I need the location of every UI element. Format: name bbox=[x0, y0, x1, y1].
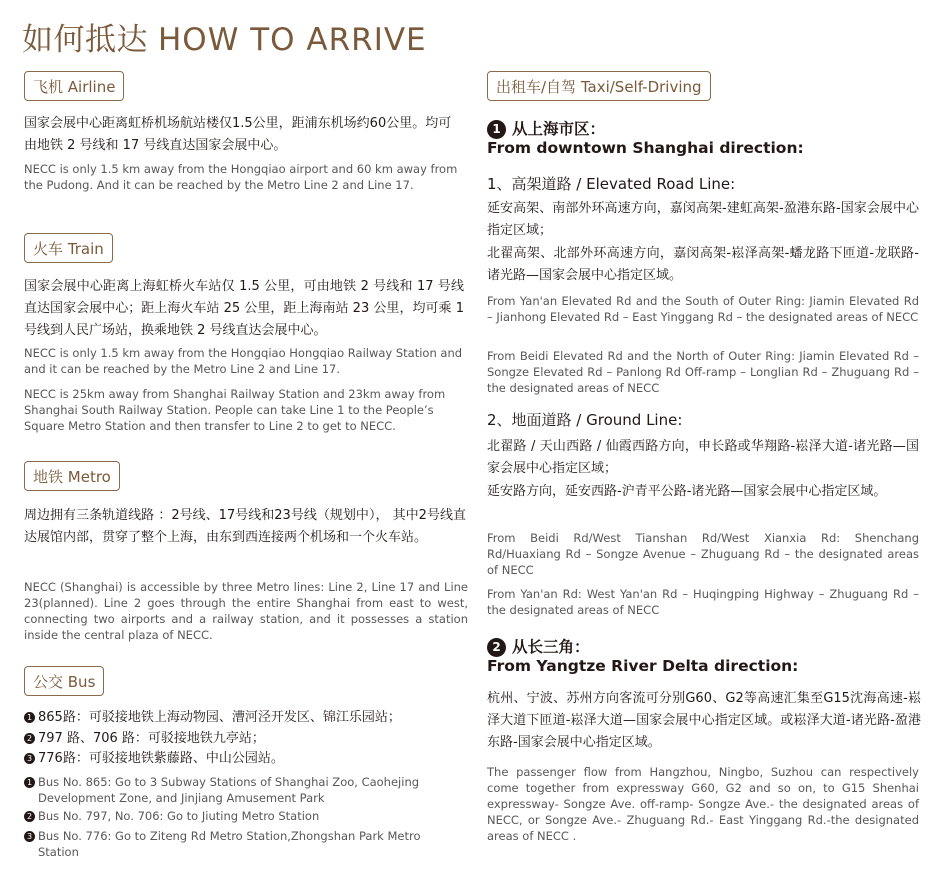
section-tag-metro: 地铁 Metro bbox=[24, 461, 120, 491]
number-2-icon: 2 bbox=[24, 811, 35, 822]
bus-route-zh-3: 3 776路：可驳接地铁紫藤路、中山公园站。 bbox=[24, 749, 284, 769]
number-2-icon: 2 bbox=[487, 638, 506, 657]
bus-route-en-3: 3 Bus No. 776: Go to Ziteng Rd Metro Station,Zhongshan Park Metro Station bbox=[24, 828, 464, 860]
ground-text-zh-1: 北翟路 / 天山西路 / 仙霞西路方向，申长路或华翔路-崧泽大道-诸光路—国家会展中心指定区域； bbox=[487, 439, 919, 476]
downtown-heading-en: From downtown Shanghai direction: bbox=[487, 139, 804, 157]
section-tag-train: 火车 Train bbox=[24, 233, 113, 263]
metro-text-zh: 周边拥有三条轨道线路 ：2号线、17号线和23号线（规划中）， 其中2号线直达展馆内部，贯穿了整个上海，由东到西连接两个机场和一个火车站。 bbox=[24, 508, 466, 545]
bus-route-zh-2: 2 797 路、706 路：可驳接地铁九亭站； bbox=[24, 729, 265, 749]
elevated-text-en-2: From Beidi Elevated Rd and the North of Outer Ring: Jiamin Elevated Rd – Songze Elevated Rd – Panlong Rd Off-ramp – Longlian Rd – Zhuguang Rd – the designated areas of NECC bbox=[487, 349, 919, 395]
elevated-text-zh-2: 北翟高架、北部外环高速方向，嘉闵高架-崧泽高架-蟠龙路下匝道-龙联路-诸光路—国家会展中心指定区域。 bbox=[487, 246, 919, 283]
ground-text-zh-2: 延安路方向，延安西路-沪青平公路-诸光路—国家会展中心指定区域。 bbox=[487, 484, 887, 499]
number-1-icon: 1 bbox=[24, 712, 35, 723]
number-3-icon: 3 bbox=[24, 831, 35, 842]
airline-text-en: NECC is only 1.5 km away from the Hongqiao airport and 60 km away from the Pudong. And it can be reached by the Metro Line 2 and Line 17. bbox=[24, 162, 458, 192]
downtown-heading-zh: 1 从上海市区： bbox=[487, 117, 605, 139]
metro-text-en: NECC (Shanghai) is accessible by three Metro lines: Line 2, Line 17 and Line 23(planned). Line 2 goes through the entire Shanghai from east to west, connecting two airports and a railway station, and it possesses a station inside the central plaza of NECC. bbox=[24, 580, 468, 642]
page-title-zh: 如何抵达 bbox=[22, 22, 148, 58]
train-text-zh: 国家会展中心距离上海虹桥火车站仅 1.5 公里，可由地铁 2 号线和 17 号线直达国家会展中心；距上海火车站 25 公里，距上海南站 23 公里，均可乘 1 号线到人民广场站，换乘地铁 2 号线直达会展中心。 bbox=[24, 279, 464, 338]
bus-route-en-1: 1 Bus No. 865: Go to 3 Subway Stations of Shanghai Zoo, Caohejing Development Zone, and Jinjiang Amusement Park bbox=[24, 774, 464, 806]
bus-route-zh-1: 1 865路：可驳接地铁上海动物园、漕河泾开发区、锦江乐园站； bbox=[24, 708, 401, 728]
ground-road-title: 2、地面道路 / Ground Line: bbox=[487, 411, 683, 429]
delta-heading-zh: 2 从长三角： bbox=[487, 635, 590, 657]
number-3-icon: 3 bbox=[24, 753, 35, 764]
section-tag-airline: 飞机 Airline bbox=[24, 71, 124, 101]
section-tag-taxi: 出租车/自驾 Taxi/Self-Driving bbox=[487, 71, 711, 101]
airline-text-zh: 国家会展中心距离虹桥机场航站楼仅1.5公里，距浦东机场约60公里。均可由地铁 2 号线和 17 号线直达国家会展中心。 bbox=[24, 116, 452, 153]
page-title bbox=[22, 14, 427, 59]
section-tag-bus: 公交 Bus bbox=[24, 666, 104, 696]
elevated-text-zh-1: 延安高架、南部外环高速方向，嘉闵高架-建虹高架-盈港东路-国家会展中心指定区域； bbox=[487, 201, 919, 238]
train-text-en-1: NECC is only 1.5 km away from the Hongqiao Hongqiao Railway Station and and it can be reached by the Metro Line 2 and Line 17. bbox=[24, 346, 463, 376]
delta-text-en: The passenger flow from Hangzhou, Ningbo, Suzhou can respectively come together from expressway G60, G2 and so on, to G15 Shenhai expressway- Songze Ave. off-ramp- Songze Ave.- the designated areas of NECC, or Songze Ave.- Zhuguang Rd.- East Yinggang Rd.-the designated areas of NECC . bbox=[487, 765, 919, 843]
page-title-en: HOW TO ARRIVE bbox=[158, 22, 427, 58]
bus-route-en-2: 2 Bus No. 797, No. 706: Go to Jiuting Metro Station bbox=[24, 808, 464, 824]
delta-text-zh: 杭州、宁波、苏州方向客流可分别G60、G2等高速汇集至G15沈海高速-崧泽大道下匝道-崧泽大道—国家会展中心指定区域。或崧泽大道-诸光路-盈港东路-国家会展中心指定区域。 bbox=[487, 691, 921, 750]
number-1-icon: 1 bbox=[487, 120, 506, 139]
ground-text-en-2: From Yan'an Rd: West Yan'an Rd – Huqingping Highway – Zhuguang Rd – the designated areas of NECC bbox=[487, 587, 919, 617]
elevated-road-title: 1、高架道路 / Elevated Road Line: bbox=[487, 175, 736, 193]
number-1-icon: 1 bbox=[24, 777, 35, 788]
delta-heading-en: From Yangtze River Delta direction: bbox=[487, 657, 799, 675]
number-2-icon: 2 bbox=[24, 733, 35, 744]
elevated-text-en-1: From Yan'an Elevated Rd and the South of Outer Ring: Jiamin Elevated Rd – Jianhong Elevated Rd – East Yinggang Rd – the designated areas of NECC bbox=[487, 294, 919, 324]
train-text-en-2: NECC is 25km away from Shanghai Railway Station and 23km away from Shanghai South Railway Station. People can take Line 1 to the People’s Square Metro Station and then transfer to Line 2 to get to NECC. bbox=[24, 387, 446, 433]
ground-text-en-1: From Beidi Rd/West Tianshan Rd/West Xianxia Rd: Shenchang Rd/Huaxiang Rd – Songze Avenue – Zhuguang Rd – the designated areas of NECC bbox=[487, 531, 919, 577]
